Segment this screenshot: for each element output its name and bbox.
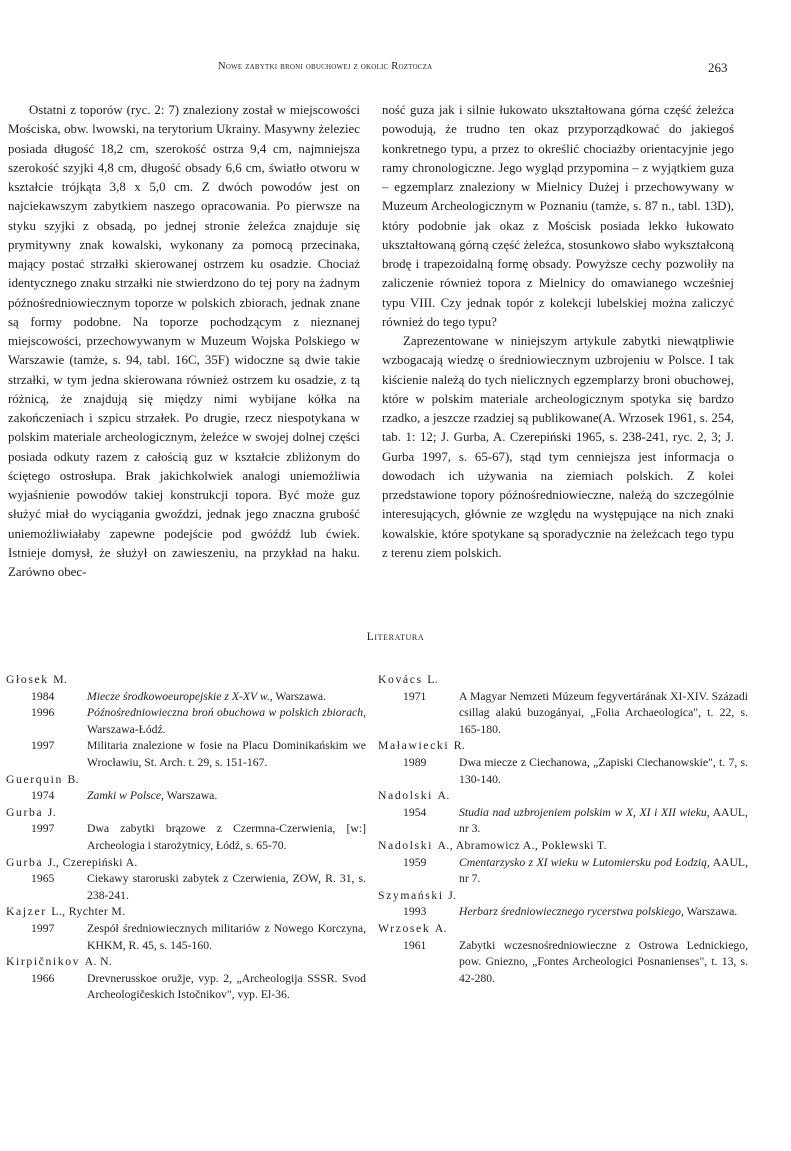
running-title: Nowe zabytki broni obuchowej z okolic Roztocza (218, 61, 433, 72)
bib-entry: 1966 Drevnerusskoe oružje, vyp. 2, „Archeologija SSSR. Svod Archeologičeskich Istočnikov", vyp. El-36. (31, 971, 366, 1002)
page-header (0, 61, 791, 79)
bib-entry: 1989 Dwa miecze z Ciechanowa, „Zapiski Ciechanowskie", t. 7, s. 130-140. (403, 755, 748, 786)
page-number: 263 (708, 60, 728, 75)
bib-author: Maławiecki R. (378, 739, 466, 753)
bib-author: Guerquin B. (6, 772, 80, 786)
bib-entry: 1997 Militaria znalezione w fosie na Placu Dominikańskim we Wrocławiu, St. Arch. t. 29, s. 151-167. (31, 739, 366, 769)
bib-author: Kovács L. (378, 673, 439, 686)
paragraph-conclusion: Zaprezentowane w niniejszym artykule zabytki niewątpliwie wzbogacają wiedzę o średniowiecznym uzbrojeniu w Polsce. I tak kiścienie należą do tych nielicznych egzemplarzy broni obuchowej, które w polskim materiale archeologicznym spotyka się bardzo rzadko, a jeszcze rzadziej są publikowane(A. Wrzosek 1961, s. 254, tab. 1: 12; J. Gurba, A. Czerepiński 1965, s. 238-241, ryc. 2, 3; J. Gurba 1997, s. 65-67), stąd tym cenniejsza jest informacja o dowodach ich używania na ziemiach polskich. Z kolei przedstawione topory późnośredniowieczne, należą do szczególnie interesujących, głównie ze względu na występujące na nich znaki kowalskie, które spotykane są sporadycznie na żeleźcach tego typu z terenu ziem polskich. (382, 334, 734, 560)
bib-entry: 1997 Zespół średniowiecznych militariów z Nowego Korczyna, KHKM, R. 45, s. 145-160. (31, 921, 366, 952)
bib-entry: 1971 A Magyar Nemzeti Múzeum fegyvertárának XI-XIV. Századi csillag alakú buzogányai, „Folia Archaeologica", t. 22, s. 165-180. (403, 689, 748, 736)
bib-author: Szymański J. (378, 888, 457, 902)
bib-entry: 1954 Studia nad uzbrojeniem polskim w X, XI i XII wieku, AAUL, nr 3. (403, 805, 748, 836)
bibliography-column-left (6, 672, 366, 1004)
bib-author: Kajzer L., Rychter M. (6, 905, 126, 919)
literature-heading: Literatura (366, 631, 425, 643)
bib-entry: 1997 Dwa zabytki brązowe z Czermna-Czerwienia, [w:] Archeologia i starożytnicy, Łódź, s. 65-70. (31, 822, 366, 852)
bib-author: Gurba J., Czerepiński A. (6, 855, 138, 869)
body-column-right (382, 101, 734, 563)
bib-entry: 1974 Zamki w Polsce, Warszawa. (31, 789, 218, 803)
body-column-left (8, 101, 360, 582)
bib-author: Gurba J. (6, 805, 57, 819)
bib-entry: 1959 Cmentarzysko z XI wieku w Lutomiersku pod Łodzią, AAUL, nr 7. (403, 855, 748, 886)
paragraph-mosciska-axe: Ostatni z toporów (ryc. 2: 7) znaleziony został w miejscowości Mościska, obw. lwowski, na terytorium Ukrainy. Masywny żeleziec posiada długość 18,2 cm, szerokość ostrza 9,4 cm, najmniejsza szerokość szyjki 4,8 cm, długość obsady 6,6 cm, światło otworu w kształcie trójkąta 3,8 x 5,0 cm. Z dwóch powodów jest on najciekawszym zabytkiem naszego opracowania. Po pierwsze na styku szyjki z obsadą, po jednej stronie żeleźca znajduje się prymitywny znak kowalski, wykonany za pomocą przecinaka, mający postać strzałki skierowanej ostrzem ku osadzie. Chociaż identycznego znaku strzałki nie stwierdzono do tej pory na żadnym późnośredniowiecznym toporze w polskich zbiorach, jednak znane są formy podobne. Na toporze pochodzącym z nieznanej miejscowości, przechowywanym w Muzeum Wojska Polskiego w Warszawie (tamże, s. 94, tabl. 16C, 35F) widoczne są dwie takie strzałki, w tym jedna skierowana również ostrzem ku osadzie, z tą różnicą, że znajdują się między nimi wybijane kółka na zakończeniach i szpicu strzałek. Po drugie, rzecz niespotykana w polskim materiale archeologicznym, żeleźce w swojej dolnej części posiada odkuty razem z całością guz w kształcie zbliżonym do ściętego ostrosłupa. Brak jakichkolwiek analogi uniemożliwia wyjaśnienie powodów takiej konstrukcji topora. Być może guz służyć miał do wyciągania gwoździ, jednak jego znaczna grubość uniemożliwiałaby zapewne podejście pod gwóźdź lub ćwiek. Istnieje domysł, że służył on zawieszeniu, na przykład na haku. Zarówno obec- (8, 103, 360, 579)
bib-author: Nadolski A., Abramowicz A., Poklewski T. (378, 838, 607, 852)
bib-author: Głosek M. (6, 673, 68, 686)
bib-entry: 1984 Miecze środkowoeuropejskie z X-XV w., Warszawa. (31, 689, 327, 703)
bib-entry: 1961 Zabytki wczesnośredniowieczne z Ostrowa Lednickiego, pow. Gniezno, „Fontes Archeologici Posnanienses", t. 13, s. 42-280. (403, 938, 748, 985)
bib-entry: 1993 Herbarz średniowiecznego rycerstwa polskiego, Warszawa. (403, 905, 738, 919)
paragraph-continuation: ność guza jak i silnie łukowato ukształtowana górna część żeleźca powodują, że trudno ten okaz przyporządkować do jakiegoś konkretnego typu, a przez to określić chociażby orientacyjnie jego ramy chronologiczne. Jego wygląd przypomina – z wyjątkiem guza – egzemplarz znaleziony w Mielnicy Dużej i przechowywany w Muzeum Archeologicznym w Poznaniu (tamże, s. 87 n., tabl. 13D), który podobnie jak okaz z Mościsk posiada lekko łukowato ukształtowaną górną część żeleźca, stosunkowo słabo wykształconą brodę i trapezoidalną formę obsady. Powyższe cechy pozwoliły na zaliczenie również topora z Mielnicy do omawianego wcześniej typu VIII. Czy jednak topór z kolekcji lubelskiej można zaliczyć również do tego typu? (382, 103, 734, 329)
bib-author: Kirpičnikov A. N. (6, 955, 113, 969)
bib-entry: 1996 Późnośredniowieczna broń obuchowa w polskich zbiorach, Warszawa-Łódź. (31, 706, 366, 736)
bib-author: Nadolski A. (378, 789, 450, 803)
bibliography-column-right (378, 672, 748, 987)
bib-entry: 1965 Ciekawy staroruski zabytek z Czerwienia, ZOW, R. 31, s. 238-241. (31, 872, 366, 902)
bib-author: Wrzosek A. (378, 921, 447, 935)
